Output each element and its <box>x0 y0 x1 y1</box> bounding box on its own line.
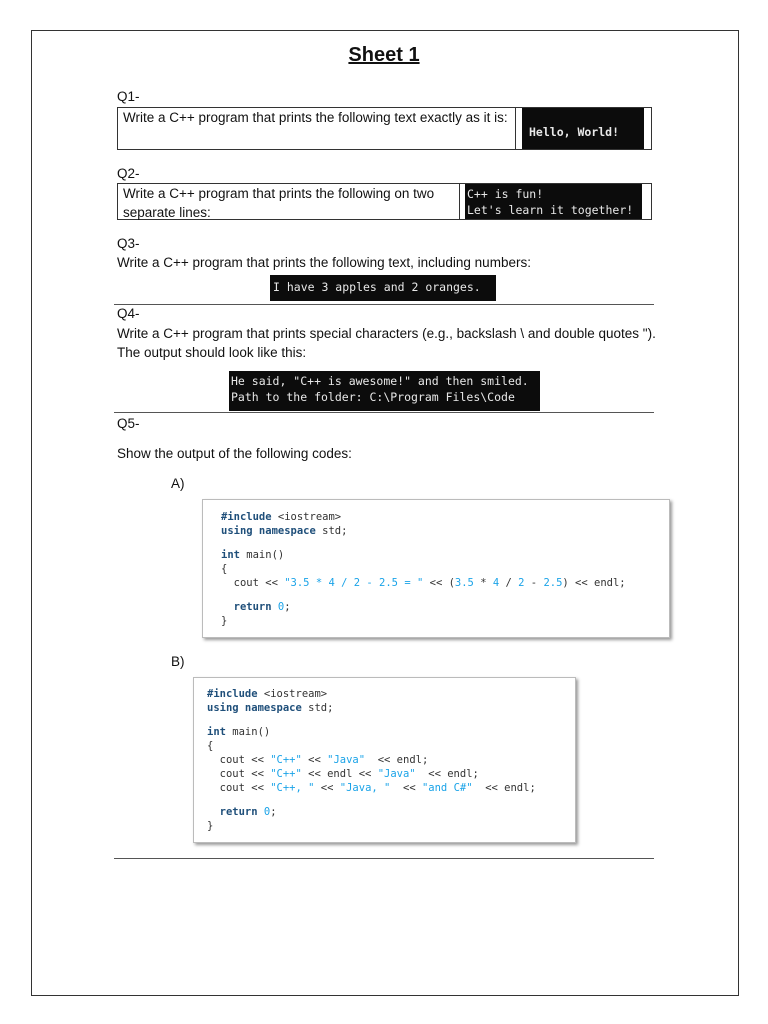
code-token: } <box>221 615 228 627</box>
code-token: cout << <box>207 768 271 780</box>
code-token: "3.5 * 4 / 2 - 2.5 = " <box>284 577 424 589</box>
code-token: << <box>390 782 422 794</box>
divider <box>459 184 460 219</box>
code-token: "Java" <box>377 768 416 780</box>
code-token: #include <box>221 511 272 523</box>
blank-line <box>207 795 575 805</box>
q2-output-line: C++ is fun! <box>467 187 544 201</box>
code-line <box>207 819 575 833</box>
code-line <box>221 576 669 590</box>
code-token: cout << <box>221 577 285 589</box>
blank-line <box>207 715 575 725</box>
q4-text: Write a C++ program that prints special characters (e.g., backslash \ and double quotes "). The output should look like this: <box>117 326 656 360</box>
page-title <box>0 44 768 67</box>
code-token: std; <box>301 702 334 714</box>
code-token: << <box>301 754 328 766</box>
blank-line <box>221 590 669 600</box>
code-token: using namespace <box>207 702 302 714</box>
q5-label: Q5- <box>117 416 140 431</box>
code-token: #include <box>207 688 258 700</box>
code-snippet-b <box>193 677 576 843</box>
code-token: 0 <box>277 601 285 613</box>
q3-output: I have 3 apples and 2 oranges. <box>270 275 496 301</box>
q3-label: Q3- <box>117 236 140 251</box>
q5-text: Show the output of the following codes: <box>117 446 352 461</box>
code-line <box>221 562 669 576</box>
code-token: << endl << <box>301 768 378 780</box>
code-line <box>207 753 575 767</box>
code-token: cout << <box>207 754 271 766</box>
code-token: main() <box>239 549 285 561</box>
code-token: ; <box>270 806 277 818</box>
code-token: << endl; <box>365 754 429 766</box>
separator <box>114 858 654 859</box>
code-token: "C++" <box>270 754 302 766</box>
code-line <box>207 701 575 715</box>
q3-text: Write a C++ program that prints the following text, including numbers: <box>117 255 531 270</box>
code-token: 2.5 <box>543 577 563 589</box>
code-token: * <box>473 577 493 589</box>
code-token: ) << endl; <box>562 577 626 589</box>
code-line <box>221 548 669 562</box>
q2-output <box>465 184 642 219</box>
code-line <box>221 524 669 538</box>
code-token: "Java, " <box>339 782 391 794</box>
code-line <box>207 805 575 819</box>
code-token: 0 <box>263 806 271 818</box>
q1-box <box>117 107 652 150</box>
code-token: main() <box>225 726 271 738</box>
code-token: return <box>207 806 258 818</box>
q4-label: Q4- <box>117 306 140 321</box>
code-token: int <box>221 549 240 561</box>
code-token: "C++" <box>270 768 302 780</box>
code-line <box>207 739 575 753</box>
code-snippet-a <box>202 499 670 638</box>
q2-output-line: Let's learn it together! <box>467 203 634 217</box>
separator <box>114 304 654 305</box>
blank-line <box>221 538 669 548</box>
code-line <box>221 614 669 628</box>
q1-output: Hello, World! <box>522 108 644 149</box>
separator <box>114 412 654 413</box>
code-line <box>207 781 575 795</box>
code-token: { <box>221 563 228 575</box>
code-token: int <box>207 726 226 738</box>
code-token: << <box>314 782 340 794</box>
code-line <box>221 510 669 524</box>
q1-text: Write a C++ program that prints the following text exactly as it is: <box>123 110 508 125</box>
q1-label: Q1- <box>117 89 140 104</box>
part-a-label: A) <box>171 476 185 491</box>
part-b-label: B) <box>171 654 185 669</box>
code-token: 3.5 <box>454 577 474 589</box>
code-token: "C++, " <box>270 782 315 794</box>
code-token: 2 <box>518 577 525 589</box>
code-token: 4 <box>492 577 500 589</box>
code-token: using namespace <box>221 525 316 537</box>
code-token: << endl; <box>415 768 479 780</box>
code-token: << ( <box>423 577 455 589</box>
code-token: cout << <box>207 782 271 794</box>
code-line <box>207 687 575 701</box>
code-token: std; <box>315 525 348 537</box>
q4-output-line: He said, "C++ is awesome!" and then smiled. <box>231 374 529 388</box>
q2-text: Write a C++ program that prints the following on two separate lines: <box>123 186 435 220</box>
code-token: return <box>221 601 272 613</box>
code-token: { <box>207 740 214 752</box>
code-token: ; <box>284 601 291 613</box>
page-title-text: Sheet 1 <box>348 44 420 66</box>
code-line <box>207 725 575 739</box>
code-token: "and C#" <box>421 782 473 794</box>
code-token: - <box>524 577 544 589</box>
code-line <box>221 600 669 614</box>
code-token: <iostream> <box>257 688 328 700</box>
code-token: "Java" <box>327 754 366 766</box>
q2-label: Q2- <box>117 166 140 181</box>
q4-output <box>229 371 540 411</box>
code-token: << endl; <box>472 782 536 794</box>
divider <box>515 108 516 149</box>
code-token: <iostream> <box>271 511 342 523</box>
code-line <box>207 767 575 781</box>
q4-output-line: Path to the folder: C:\Program Files\Code <box>231 390 515 404</box>
code-token: } <box>207 820 214 832</box>
code-token: / <box>499 577 519 589</box>
q2-box <box>117 183 652 220</box>
